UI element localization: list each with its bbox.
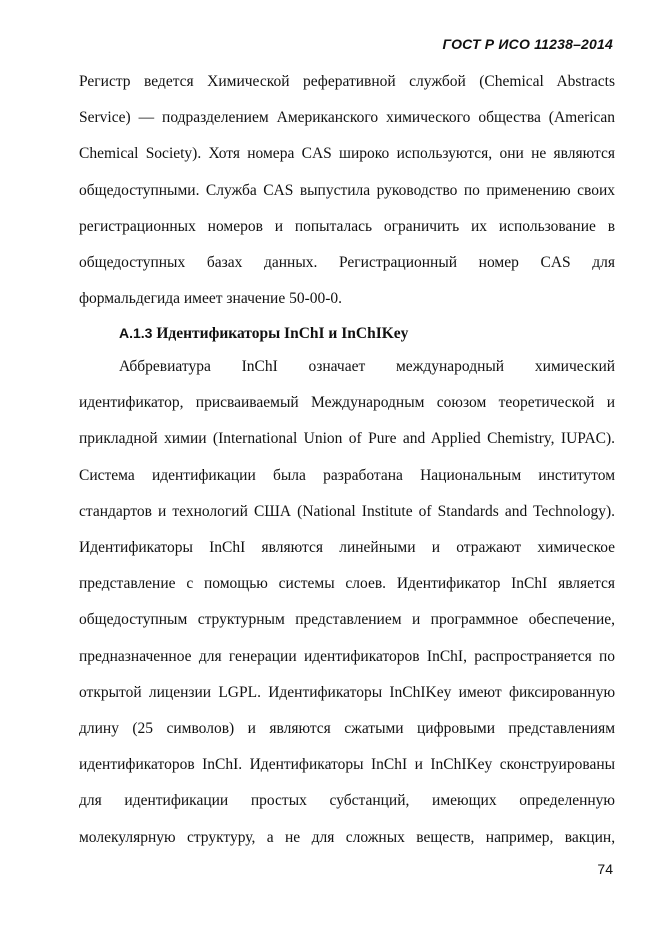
paragraph-line: идентификатор, присваиваемый Международным союзом теоретической и (79, 394, 616, 412)
section-title: Идентификаторы InChI и InChIKey (156, 325, 409, 342)
paragraph-line: прикладной химии (International Union of Pure and Applied Chemistry, IUPAC). (79, 430, 616, 448)
paragraph-line: Аббревиатура InChI означает международный химический (119, 358, 616, 375)
page-number: 74 (597, 861, 613, 877)
paragraph-line: Система идентификации была разработана Национальным институтом (79, 466, 616, 484)
paragraph-line: общедоступными. Служба CAS выпустила руководство по применению своих (79, 181, 616, 199)
paragraph-line: общедоступных базах данных. Регистрационный номер CAS для (79, 254, 616, 272)
paragraph-inchi (79, 349, 615, 856)
paragraph-cas-registry (79, 64, 615, 317)
paragraph-line: регистрационных номеров и попыталась ограничить их использование в (79, 217, 616, 235)
paragraph-line: Идентификаторы InChI являются линейными и отражают химическое (79, 539, 616, 557)
paragraph-line: Регистр ведется Химической реферативной службой (Chemical Abstracts (79, 73, 616, 90)
paragraph-line: идентификаторов InChI. Идентификаторы InChI и InChIKey сконструированы (79, 756, 616, 774)
paragraph-line: предназначенное для генерации идентификаторов InChI, распространяется по (79, 647, 616, 665)
paragraph-line: стандартов и технологий США (National Institute of Standards and Technology). (79, 502, 616, 520)
document-header: ГОСТ Р ИСО 11238–2014 (442, 36, 613, 52)
section-number: А.1.3 (119, 325, 153, 341)
paragraph-line: длину (25 символов) и являются сжатыми цифровыми представлениям (79, 720, 616, 738)
paragraph-line: молекулярную структуру, а не для сложных веществ, например, вакцин, (79, 828, 616, 846)
paragraph-line: для идентификации простых субстанций, имеющих определенную (79, 792, 616, 810)
paragraph-line: общедоступным структурным представлением и программное обеспечение, (79, 611, 615, 629)
paragraph-line: представление с помощью системы слоев. Идентификатор InChI является (79, 575, 616, 593)
paragraph-line: Service) — подразделением Американского химического общества (American (79, 109, 616, 127)
paragraph-line: формальдегида имеет значение 50-00-0. (79, 290, 343, 308)
paragraph-line: Chemical Society). Хотя номера CAS широко используются, они не являются (79, 145, 615, 163)
section-heading (119, 325, 408, 343)
paragraph-line: открытой лицензии LGPL. Идентификаторы InChIKey имеют фиксированную (79, 683, 616, 701)
